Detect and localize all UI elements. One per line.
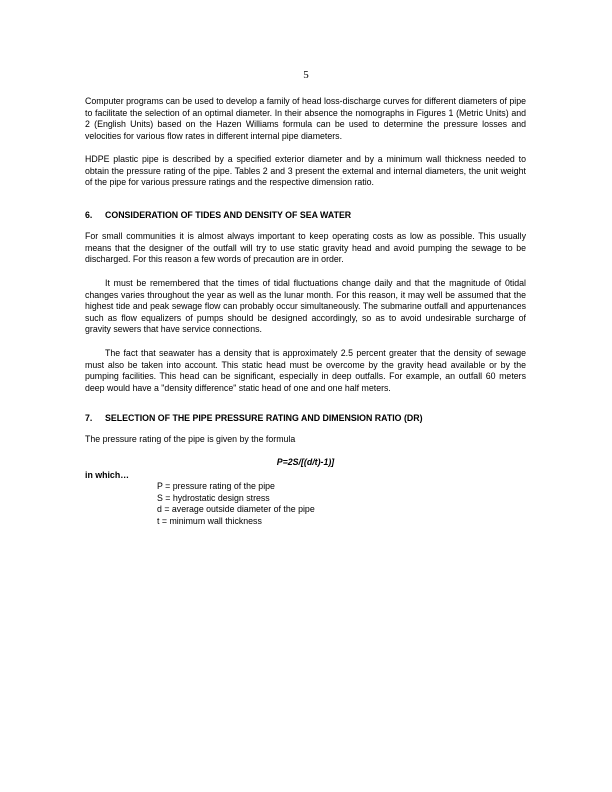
intro-paragraph-1: Computer programs can be used to develop a family of head loss-discharge curves for different diameters of pipe to facilitate the selection of an optimal diameter. In their absence the nomographs in Figures 1 (Metric Units) and 2 (English Units) based on the Hazen Williams formula can be used to determine the pressure losses and velocities for various flow rates in different internal pipe diameters. [85, 96, 526, 141]
section-6-number: 6. [85, 210, 93, 220]
section-6-paragraph-1: For small communities it is almost always important to keep operating costs as low as possible. This usually means that the designer of the outfall will try to use static gravity head and avoid pumping the sewage to be discharged. For this reason a few words of precaution are in order. [85, 231, 526, 265]
definition-item: P = pressure rating of the pipe [157, 481, 275, 491]
section-7-heading [85, 413, 526, 425]
section-7-title: SELECTION OF THE PIPE PRESSURE RATING AND DIMENSION RATIO (DR) [105, 413, 423, 423]
definition-list [157, 481, 315, 527]
definition-item: S = hydrostatic design stress [157, 492, 270, 503]
section-6-title: CONSIDERATION OF TIDES AND DENSITY OF SEA WATER [105, 210, 352, 220]
definition-item: d = average outside diameter of the pipe [157, 504, 315, 515]
in-which-label: in which… [85, 470, 129, 480]
section-6-paragraph-2: It must be remembered that the times of tidal fluctuations change daily and that the magnitude of 0tidal changes varies throughout the year as well as the lunar month. For this reason, it may well be assumed that the highest tide and peak sewage flow can probably occur simultaneously. The submarine outfall and appurtenances such as flow equalizers of pumps should be designed accordingly, so as to avoid undesirable surcharge of gravity sewers that have service connections. [85, 278, 526, 335]
section-7-number: 7. [85, 413, 93, 423]
section-6-paragraph-3: The fact that seawater has a density that is approximately 2.5 percent greater that the density of sewage must also be taken into account. This static head must be overcome by the gravity head available or by the pumping facilities. This head can be significant, especially in deep outfalls. For example, an outfall 60 meters deep would have a "density difference" static head of one and one half meters. [85, 348, 526, 393]
pressure-formula: P=2S/[(d/t)-1)] [276, 457, 335, 467]
page-number: 5 [303, 69, 309, 81]
intro-paragraph-2: HDPE plastic pipe is described by a specified exterior diameter and by a minimum wall thickness needed to obtain the pressure rating of the pipe. Tables 2 and 3 present the external and internal diameters, the unit weight of the pipe for various pressure ratings and the respective dimension ratio. [85, 154, 526, 188]
section-6-heading [85, 210, 526, 222]
section-7-intro: The pressure rating of the pipe is given by the formula [85, 434, 296, 444]
definition-item: t = minimum wall thickness [157, 515, 262, 526]
